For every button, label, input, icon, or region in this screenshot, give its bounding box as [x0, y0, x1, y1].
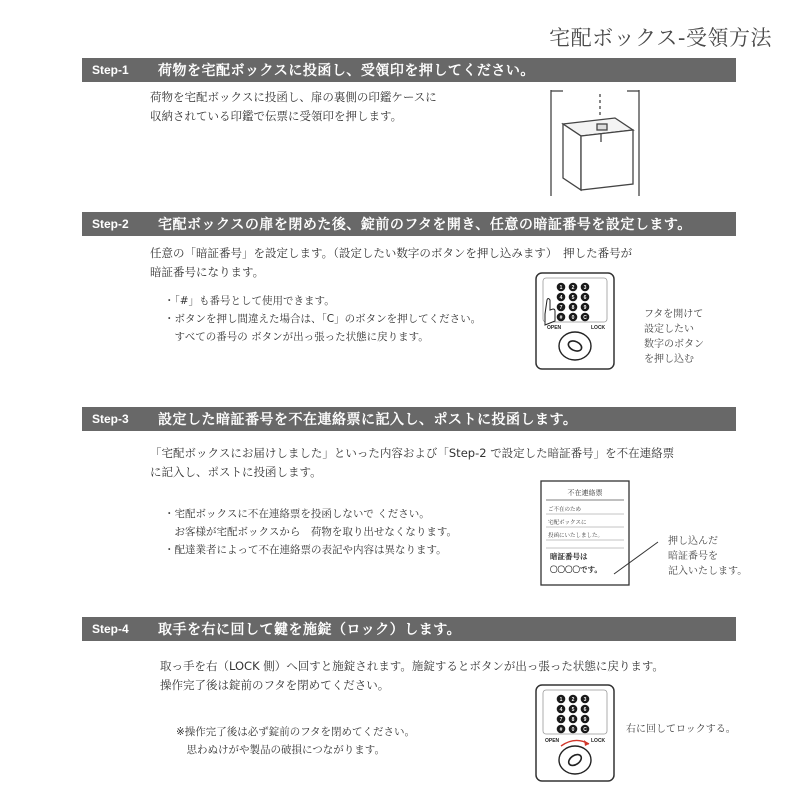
- lock-label: LOCK: [591, 738, 606, 744]
- step-2-bar: [82, 212, 736, 236]
- slip-line-3: 投函にいたしました。: [548, 533, 604, 539]
- step-2-number: Step-2: [92, 217, 129, 231]
- keypad-key-label: 9: [583, 717, 587, 723]
- keypad-lock-illustration: [535, 272, 615, 370]
- slip-header: 不在連絡票: [567, 489, 603, 497]
- keypad-key-label: 8: [571, 305, 575, 311]
- keypad-key-label: 5: [571, 707, 575, 713]
- step-3-number: Step-3: [92, 412, 129, 426]
- open-label: OPEN: [547, 325, 562, 331]
- step-4-heading: 取手を右に回して鍵を施錠（ロック）します。: [158, 622, 462, 638]
- step-1-text: 荷物を宅配ボックスに投函し、扉の裏側の印鑑ケースに 収納されている印鑑で伝票に受領印を押します。: [150, 90, 437, 123]
- step-2-text: 任意の「暗証番号」を設定します。（設定したい数字のボタンを押し込みます） 押した番号が 暗証番号になります。: [150, 246, 633, 279]
- step-4-number: Step-4: [92, 622, 129, 636]
- keypad-key-label: 7: [559, 305, 563, 311]
- keypad-key-label: #: [559, 727, 563, 733]
- keypad-key-label: C: [583, 315, 587, 321]
- step-2-caption: フタを開けて 設定したい 数字のボタン を押し込む: [644, 309, 704, 365]
- step-2-notes: ・「#」も番号として使用できます。 ・ボタンを押し間違えた場合は、「C」のボタンを押してください。 すべての番号の ボタンが出っ張った状態に戻ります。: [164, 295, 482, 343]
- keypad-key-label: 0: [571, 315, 575, 321]
- keypad-key-label: 1: [559, 285, 563, 291]
- step-3-heading: 設定した暗証番号を不在連絡票に記入し、ポストに投函します。: [158, 412, 578, 428]
- slip-line-1: ご不在のため: [548, 507, 582, 513]
- keypad-key-label: 8: [571, 717, 575, 723]
- step-1-bar: [82, 58, 736, 82]
- step-3-text: 「宅配ボックスにお届けしました」といった内容および「Step-2 で設定した暗証番号」を不在連絡票 に記入し、ポストに投函します。: [150, 446, 675, 479]
- step-4-bar: [82, 617, 736, 641]
- step-3-bar: [82, 407, 736, 431]
- keypad-key-label: 4: [559, 295, 563, 301]
- keypad-lock-turned-illustration: [535, 684, 615, 782]
- step-4-text: 取っ手を右（LOCK 側）へ回すと施錠されます。施錠するとボタンが出っ張った状態に戻ります。 操作完了後は錠前のフタを閉めてください。: [160, 659, 664, 692]
- slip-code-value: 〇〇〇〇です。: [550, 565, 602, 574]
- step-1-number: Step-1: [92, 63, 129, 77]
- slip-code-label: 暗証番号は: [550, 552, 588, 561]
- open-label: OPEN: [545, 738, 560, 744]
- keypad-key-label: 2: [571, 285, 575, 291]
- keypad-key-label: 6: [583, 295, 587, 301]
- step-3-notes: ・宅配ボックスに不在連絡票を投函しないで ください。 お客様が宅配ボックスから 荷物を取り出せなくなります。 ・配達業者によって不在連絡票の表記や内容は異なります。: [164, 508, 458, 556]
- page-title: 宅配ボックス-受領方法: [549, 26, 772, 50]
- keypad-key-label: 4: [559, 707, 563, 713]
- pointer-line: [612, 538, 662, 578]
- delivery-box-illustration: [545, 90, 655, 200]
- step-4-notes: ※操作完了後は必ず錠前のフタを閉めてください。 思わぬけがや製品の破損につながります。: [176, 726, 416, 756]
- slip-line-2: 宅配ボックスに: [548, 520, 587, 526]
- keypad-key-label: 7: [559, 717, 563, 723]
- keypad-key-label: C: [583, 727, 587, 733]
- keypad-key-label: #: [559, 315, 563, 321]
- step-2-heading: 宅配ボックスの扉を閉めた後、錠前のフタを開き、任意の暗証番号を設定します。: [158, 217, 692, 233]
- step-3-caption: 押し込んだ 暗証番号を 記入いたします。: [668, 536, 748, 577]
- step-4-caption: 右に回してロックする。: [626, 724, 736, 735]
- step-1-heading: 荷物を宅配ボックスに投函し、受領印を押してください。: [158, 63, 535, 79]
- keypad-key-label: 3: [583, 285, 587, 291]
- keypad-key-label: 0: [571, 727, 575, 733]
- keypad-key-label: 9: [583, 305, 587, 311]
- keypad-key-label: 5: [571, 295, 575, 301]
- keypad-key-label: 1: [559, 697, 563, 703]
- keypad-key-label: 6: [583, 707, 587, 713]
- keypad-key-label: 3: [583, 697, 587, 703]
- lock-label: LOCK: [591, 325, 606, 331]
- keypad-key-label: 2: [571, 697, 575, 703]
